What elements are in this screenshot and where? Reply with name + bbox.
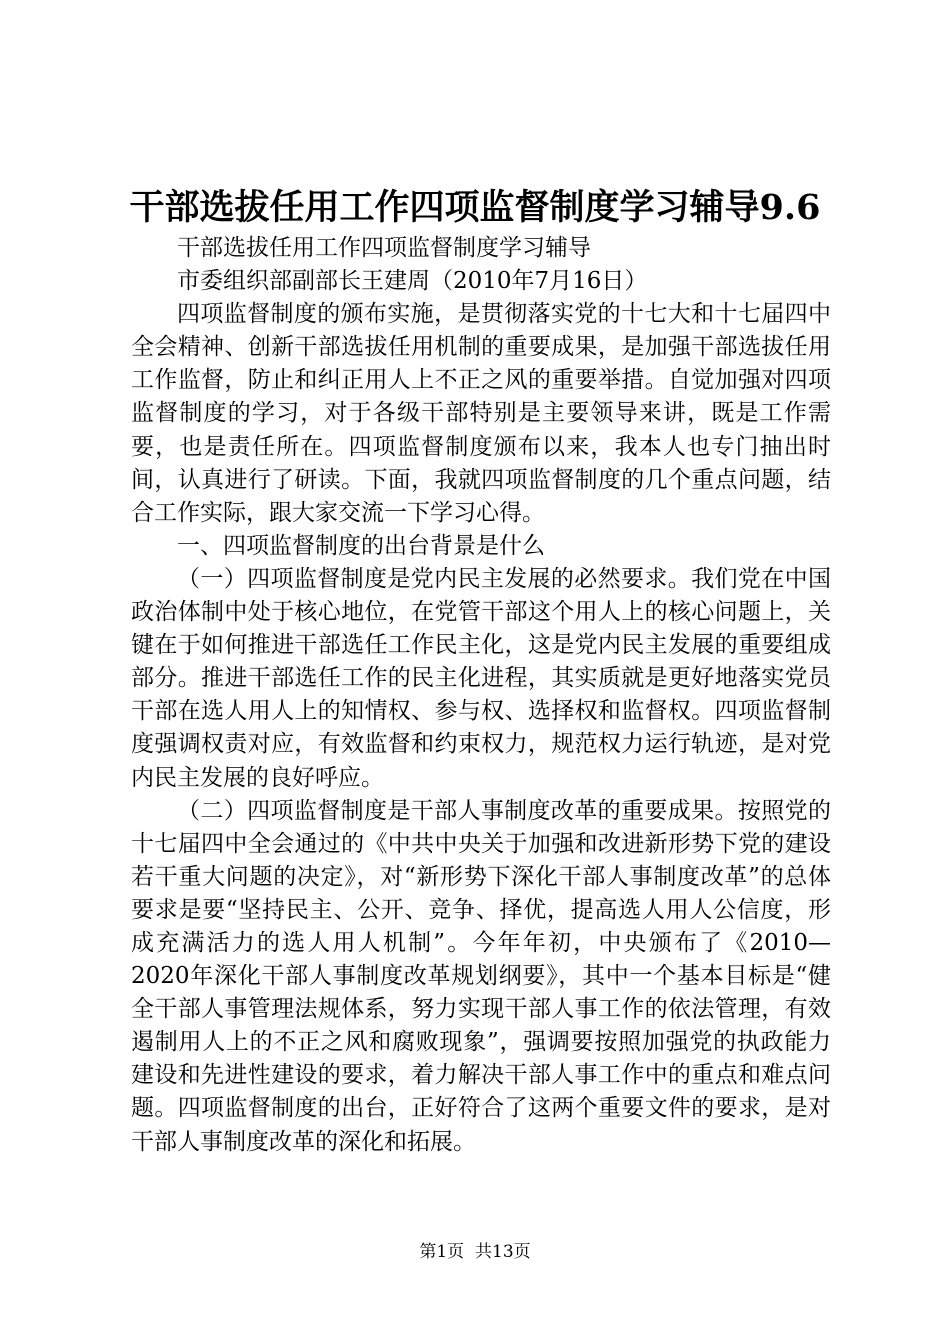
- page-total: 共13页: [475, 1242, 531, 1262]
- paragraph-point-1: （一）四项监督制度是党内民主发展的必然要求。我们党在中国政治体制中处于核心地位，在党管干部这个用人上的核心问题上，关键在于如何推进干部选任工作民主化，这是党内民主发展的重要组成部分。推进干部选任工作的民主化进程，其实质就是更好地落实党员干部在选人用人上的知情权、参与权、选择权和监督权。四项监督制度强调权责对应，有效监督和约束权力，规范权力运行轨迹，是对党内民主发展的良好呼应。: [131, 565, 831, 791]
- paragraph-point-2: （二）四项监督制度是干部人事制度改革的重要成果。按照党的十七届四中全会通过的《中共中央关于加强和改进新形势下党的建设若干重大问题的决定》，对“新形势下深化干部人事制度改革”的总体要求是要“坚持民主、公开、竞争、择优，提高选人用人公信度，形成充满活力的选人用人机制”。今年年初，中央颁布了《2010—2020年深化干部人事制度改革规划纲要》，其中一个基本目标是“健全干部人事管理法规体系，努力实现干部人事工作的依法管理，有效遏制用人上的不正之风和腐败现象”，强调要按照加强党的执政能力建设和先进性建设的要求，着力解决干部人事工作中的重点和难点问题。四项监督制度的出台，正好符合了这两个重要文件的要求，是对干部人事制度改革的深化和拓展。: [131, 797, 831, 1155]
- subtitle: 干部选拔任用工作四项监督制度学习辅导: [177, 235, 591, 261]
- section-heading: 一、四项监督制度的出台背景是什么: [177, 532, 545, 559]
- page-number: 第1页: [419, 1242, 465, 1262]
- page-footer: [0, 1240, 950, 1264]
- page-title: 干部选拔任用工作四项监督制度学习辅导9.6: [129, 187, 821, 228]
- document-body: [131, 232, 831, 1159]
- author-line: 市委组织部副部长王建周（2010年7月16日）: [177, 268, 648, 295]
- paragraph-intro: 四项监督制度的颁布实施，是贯彻落实党的十七大和十七届四中全会精神、创新干部选拔任用机制的重要成果，是加强干部选拔任用工作监督，防止和纠正用人上不正之风的重要举措。自觉加强对四项监督制度的学习，对于各级干部特别是主要领导来讲，既是工作需要，也是责任所在。四项监督制度颁布以来，我本人也专门抽出时间，认真进行了研读。下面，我就四项监督制度的几个重点问题，结合工作实际，跟大家交流一下学习心得。: [131, 301, 831, 526]
